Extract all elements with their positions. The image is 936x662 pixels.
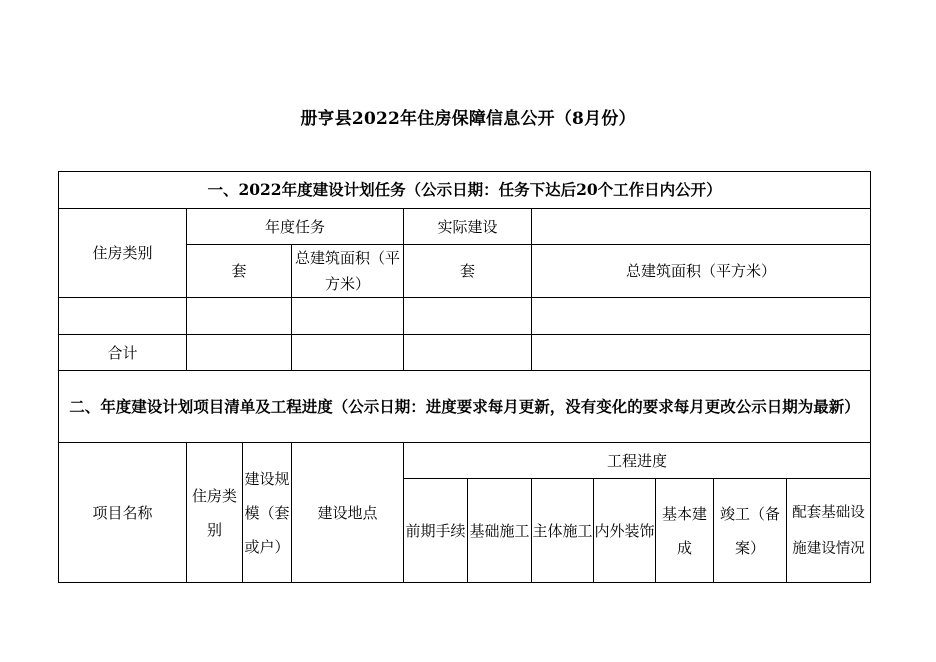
progress-col-infrastructure: 配套基础设施建设情况 xyxy=(787,479,871,583)
annual-sets-header: 套 xyxy=(187,245,292,298)
housing-type-header: 住房类别 xyxy=(59,209,187,298)
actual-build-header: 实际建设 xyxy=(404,209,532,245)
progress-col-basically-complete: 基本建成 xyxy=(656,479,714,583)
project-name-header: 项目名称 xyxy=(59,443,187,583)
progress-col-decoration: 内外装饰 xyxy=(594,479,656,583)
total-row-label: 合计 xyxy=(59,335,187,371)
progress-col-foundation: 基础施工 xyxy=(468,479,532,583)
empty-cell xyxy=(532,298,871,335)
location-header: 建设地点 xyxy=(292,443,404,583)
annual-task-header: 年度任务 xyxy=(187,209,404,245)
empty-cell xyxy=(187,298,292,335)
section1-header: 一、2022年度建设计划任务（公示日期：任务下达后20个工作日内公开） xyxy=(59,172,871,209)
section2-header: 二、年度建设计划项目清单及工程进度（公示日期：进度要求每月更新，没有变化的要求每月更改公示日期为最新） xyxy=(59,371,871,443)
page-title: 册亨县2022年住房保障信息公开（8月份） xyxy=(300,109,636,129)
housing-info-table xyxy=(58,171,871,583)
actual-sets-header: 套 xyxy=(404,245,532,298)
empty-cell xyxy=(292,298,404,335)
actual-area-header: 总建筑面积（平方米） xyxy=(532,245,871,298)
empty-cell xyxy=(404,335,532,371)
progress-col-preliminary: 前期手续 xyxy=(404,479,468,583)
empty-cell xyxy=(59,298,187,335)
progress-header: 工程进度 xyxy=(404,443,871,479)
empty-cell xyxy=(292,335,404,371)
progress-col-completion: 竣工（备案） xyxy=(714,479,787,583)
progress-col-main-structure: 主体施工 xyxy=(532,479,594,583)
scale-header: 建设规模（套或户） xyxy=(243,443,292,583)
housing-type-header-2: 住房类别 xyxy=(187,443,243,583)
annual-area-header: 总建筑面积（平方米） xyxy=(292,245,404,298)
empty-cell xyxy=(187,335,292,371)
empty-cell xyxy=(532,335,871,371)
empty-cell xyxy=(404,298,532,335)
